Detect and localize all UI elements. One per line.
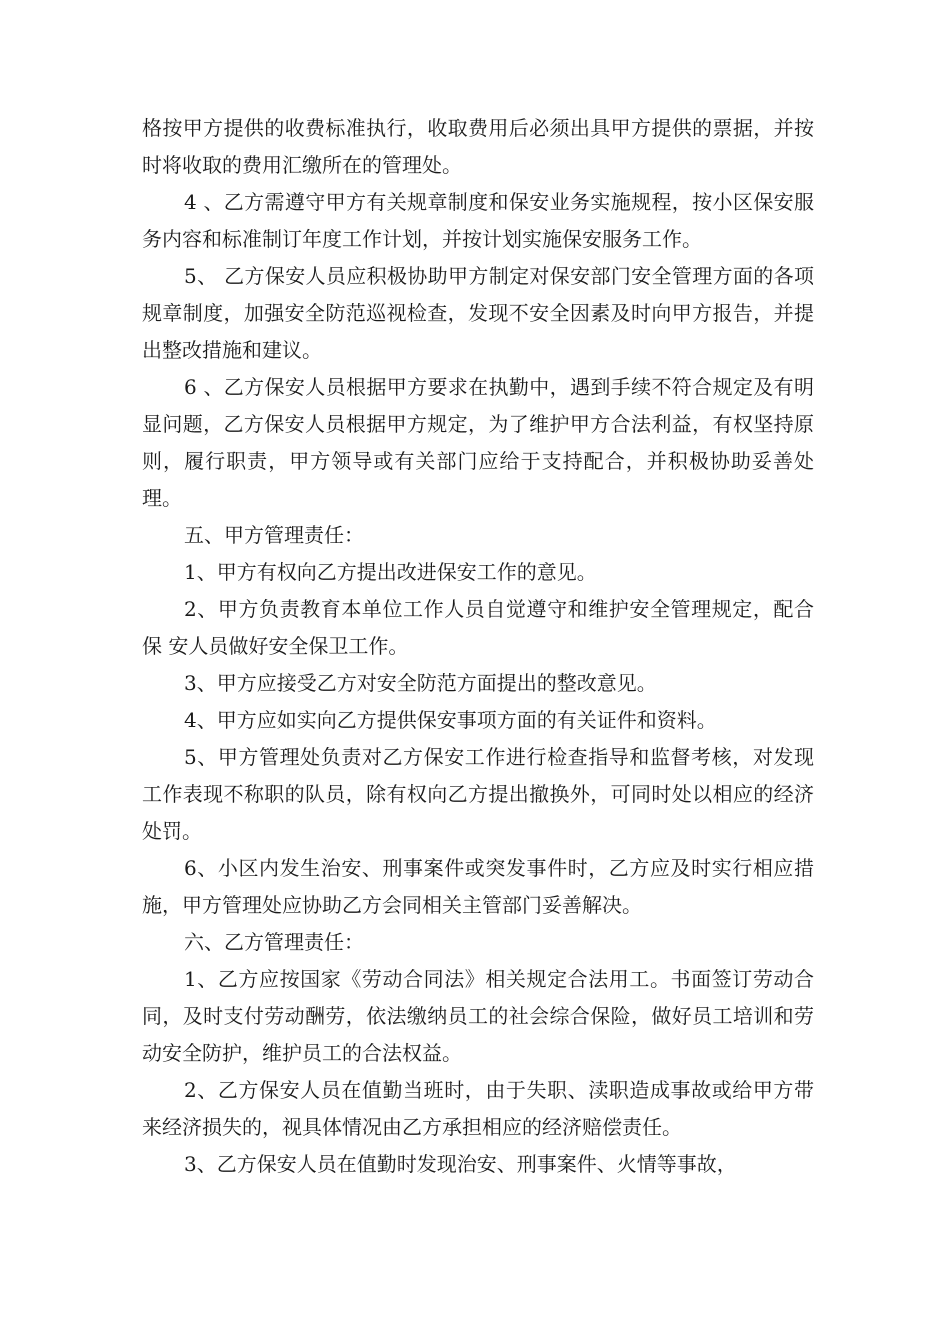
paragraph-item-4-work-plan: 4 、乙方需遵守甲方有关规章制度和保安业务实施规程，按小区保安服务内容和标准制订年度工作计划，并按计划实施保安服务工作。 bbox=[142, 190, 814, 251]
section-heading-party-a-responsibilities: 五、甲方管理责任： bbox=[184, 523, 364, 547]
document-body bbox=[142, 110, 814, 1183]
paragraph-party-b-item-1: 1、乙方应按国家《劳动合同法》相关规定合法用工。书面签订劳动合同，及时支付劳动酬劳，依法缴纳员工的社会综合保险，做好员工培训和劳动安全防护，维护员工的合法权益。 bbox=[142, 967, 814, 1065]
paragraph-item-6-duty-principles: 6 、乙方保安人员根据甲方要求在执勤中，遇到手续不符合规定及有明显问题，乙方保安人员根据甲方规定，为了维护甲方合法利益，有权坚持原则，履行职责，甲方领导或有关部门应给于支持配合，并积极协助妥善处理。 bbox=[142, 375, 814, 510]
paragraph-party-a-item-4: 4、甲方应如实向乙方提供保安事项方面的有关证件和资料。 bbox=[184, 708, 717, 732]
paragraph-party-a-item-5: 5、甲方管理处负责对乙方保安工作进行检查指导和监督考核，对发现工作表现不称职的队员，除有权向乙方提出撤换外，可同时处以相应的经济处罚。 bbox=[142, 745, 814, 843]
paragraph-party-a-item-1: 1、甲方有权向乙方提出改进保安工作的意见。 bbox=[184, 560, 597, 584]
paragraph-item-5-safety-rules: 5、 乙方保安人员应积极协助甲方制定对保安部门安全管理方面的各项规章制度，加强安全防范巡视检查，发现不安全因素及时向甲方报告，并提出整改措施和建议。 bbox=[142, 264, 814, 362]
paragraph-party-a-item-3: 3、甲方应接受乙方对安全防范方面提出的整改意见。 bbox=[184, 671, 657, 695]
section-heading-party-b-responsibilities: 六、乙方管理责任： bbox=[184, 930, 364, 954]
paragraph-party-b-item-3: 3、乙方保安人员在值勤时发现治安、刑事案件、火情等事故， bbox=[184, 1152, 737, 1176]
paragraph-party-a-item-2: 2、甲方负责教育本单位工作人员自觉遵守和维护安全管理规定，配合保 安人员做好安全保卫工作。 bbox=[142, 597, 814, 658]
paragraph-party-a-item-6: 6、小区内发生治安、刑事案件或突发事件时，乙方应及时实行相应措施，甲方管理处应协助乙方会同相关主管部门妥善解决。 bbox=[142, 856, 814, 917]
paragraph-party-b-item-2: 2、乙方保安人员在值勤当班时，由于失职、渎职造成事故或给甲方带来经济损失的，视具体情况由乙方承担相应的经济赔偿责任。 bbox=[142, 1078, 814, 1139]
paragraph-fee-collection: 格按甲方提供的收费标准执行，收取费用后必须出具甲方提供的票据，并按时将收取的费用汇缴所在的管理处。 bbox=[142, 116, 814, 177]
